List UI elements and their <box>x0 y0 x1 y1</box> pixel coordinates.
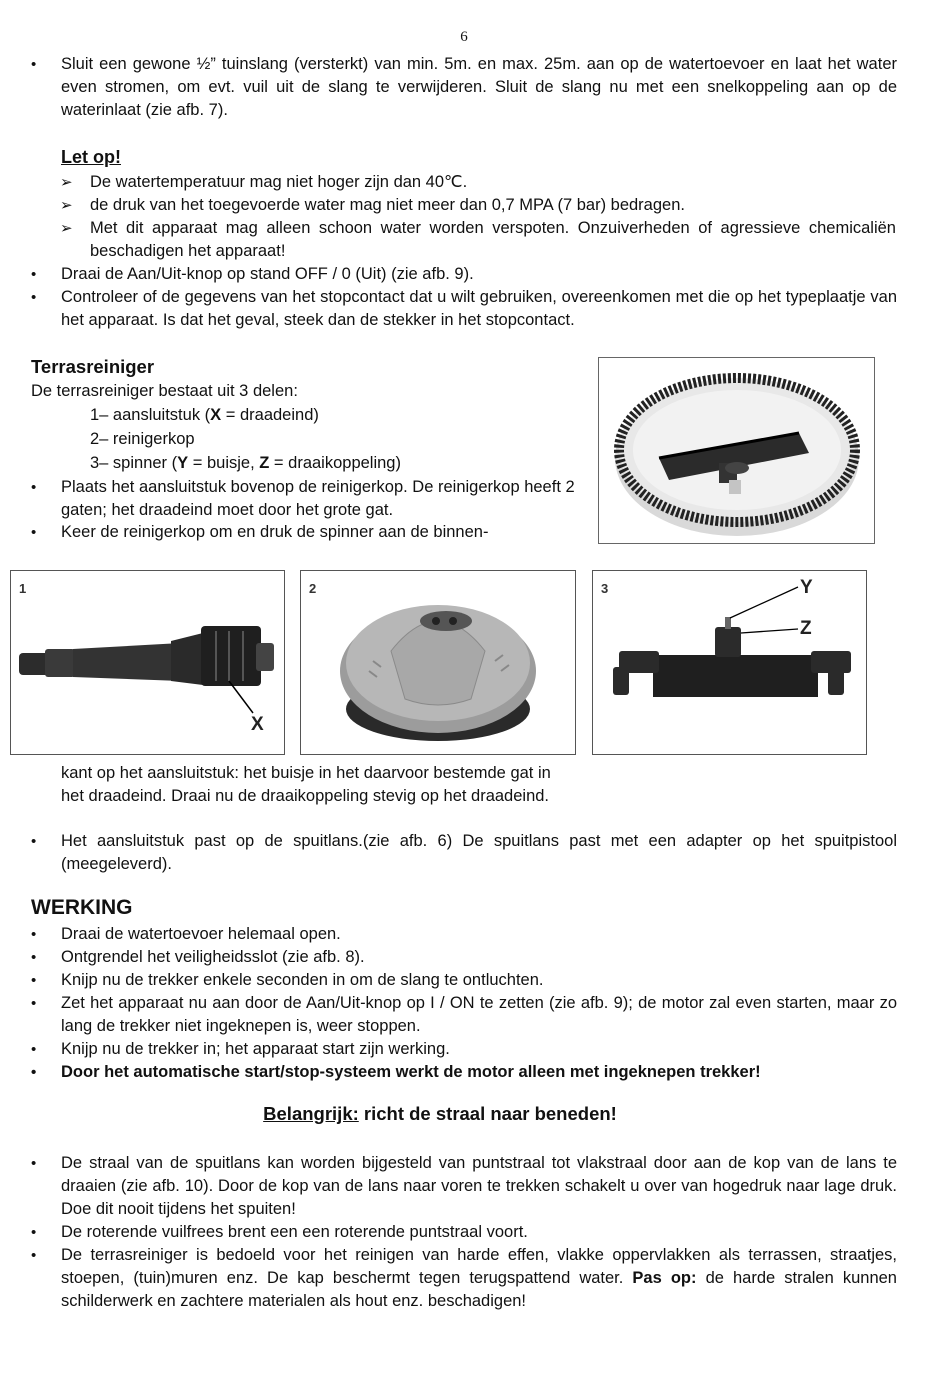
caution-item: ➢ de druk van het toegevoerde water mag niet meer dan 0,7 MPA (7 bar) bedragen. <box>90 194 896 217</box>
caution-item: ➢ De watertemperatuur mag niet hoger zijn dan 40℃. <box>90 171 896 194</box>
werking-bold-bullet: • Door het automatische start/stop-systeem werkt de motor alleen met ingeknepen trekker! <box>61 1061 897 1084</box>
figure-3-label-z: Z <box>800 618 812 639</box>
terrace-intro: De terrasreiniger bestaat uit 3 delen: <box>31 382 298 400</box>
figure-3-label-y: Y <box>800 577 813 598</box>
figure-1-label-x: X <box>251 714 264 735</box>
final-bullet-last: • De terrasreiniger is bedoeld voor het reinigen van harde effen, vlakke oppervlakken als terrassen, straatjes, stoepen, (tuin)muren enz. De kap beschermt tegen terugspattend water. Pas op: de harde stralen kunnen schilderwerk en zachtere materialen als hout enz. beschadigen! <box>61 1244 897 1313</box>
important-label: Belangrijk: <box>263 1103 359 1124</box>
terrace-part-1: 1– aansluitstuk (X = draadeind) <box>90 406 319 424</box>
spinner-illustration <box>593 571 866 754</box>
final-bullet: • De straal van de spuitlans kan worden bijgesteld van puntstraal tot vlakstraal door aan de kop van de lans te draaien (zie afb. 10). Door de kop van de lans naar voren te trekken schakelt u over van hogedruk naar lage druk. Doe dit nooit tijdens het spuiten! <box>61 1152 897 1221</box>
figure-1-connector <box>10 570 285 755</box>
terrace-heading: Terrasreiniger <box>31 356 155 377</box>
cleaner-head-underside-illustration <box>599 358 874 543</box>
terrace-bullet-after: • Het aansluitstuk past op de spuitlans.(zie afb. 6) De spuitlans past met een adapter op het spuitpistool (meegeleverd). <box>61 830 897 876</box>
figure-3-spinner <box>592 570 867 755</box>
caution-heading: Let op! <box>61 147 121 167</box>
setup-bullet: • Draai de Aan/Uit-knop op stand OFF / 0 (Uit) (zie afb. 9). <box>61 263 897 286</box>
terrace-bullet: • Plaats het aansluitstuk bovenop de reinigerkop. De reinigerkop heeft 2 gaten; het draadeind moet door het grote gat. <box>61 476 583 522</box>
important-text: richt de straal naar beneden! <box>358 1103 617 1124</box>
terrace-part-3: 3– spinner (Y = buisje, Z = draaikoppeling) <box>90 454 401 472</box>
werking-bullet: • Ontgrendel het veiligheidsslot (zie afb. 8). <box>61 946 897 969</box>
setup-bullet: • Controleer of de gegevens van het stopcontact dat u wilt gebruiken, overeenkomen met die op het typeplaatje van het apparaat. Is dat het geval, steek dan de stekker in het stopcontact. <box>61 286 897 332</box>
werking-bullet: • Draai de watertoevoer helemaal open. <box>61 923 897 946</box>
figure-1-number: 1 <box>19 581 27 596</box>
intro-bullet: • Sluit een gewone ½” tuinslang (versterkt) van min. 5m. en max. 25m. aan op de watertoevoer en laat het water even stromen, om evt. vuil uit de slang te verwijderen. Sluit de slang nu met een snelkoppeling aan op de waterinlaat (zie afb. 7). <box>61 53 897 122</box>
cleaner-cover-illustration <box>301 571 575 754</box>
terrace-part-2: 2– reinigerkop <box>90 430 195 448</box>
werking-bullet: • Knijp nu de trekker enkele seconden in om de slang te ontluchten. <box>61 969 897 992</box>
figure-2-cleaner-cover <box>300 570 576 755</box>
cleaner-head-photo <box>598 357 875 544</box>
figure-2-number: 2 <box>309 581 317 596</box>
page-number: 6 <box>460 29 468 45</box>
werking-bullet: • Knijp nu de trekker in; het apparaat start zijn werking. <box>61 1038 897 1061</box>
werking-bullet: • Zet het apparaat nu aan door de Aan/Uit-knop op I / ON te zetten (zie afb. 9); de motor zal even starten, maar zo lang de trekker niet ingeknepen is, weer stoppen. <box>61 992 897 1038</box>
connector-illustration <box>11 571 284 754</box>
terrace-bullet: • Keer de reinigerkop om en druk de spinner aan de binnen- <box>61 521 583 544</box>
terrace-continuation: kant op het aansluitstuk: het buisje in het daarvoor bestemde gat in het draadeind. Draai nu de draaikoppeling stevig op het draadeind. <box>61 764 551 805</box>
important-notice <box>0 1102 880 1125</box>
werking-heading: WERKING <box>31 896 133 919</box>
caution-item: ➢ Met dit apparaat mag alleen schoon water worden verspoten. Onzuiverheden of agressieve chemicaliën beschadigen het apparaat! <box>90 217 896 263</box>
final-bullet: • De roterende vuilfrees brent een een roterende puntstraal voort. <box>61 1221 897 1244</box>
figure-3-number: 3 <box>601 581 609 596</box>
